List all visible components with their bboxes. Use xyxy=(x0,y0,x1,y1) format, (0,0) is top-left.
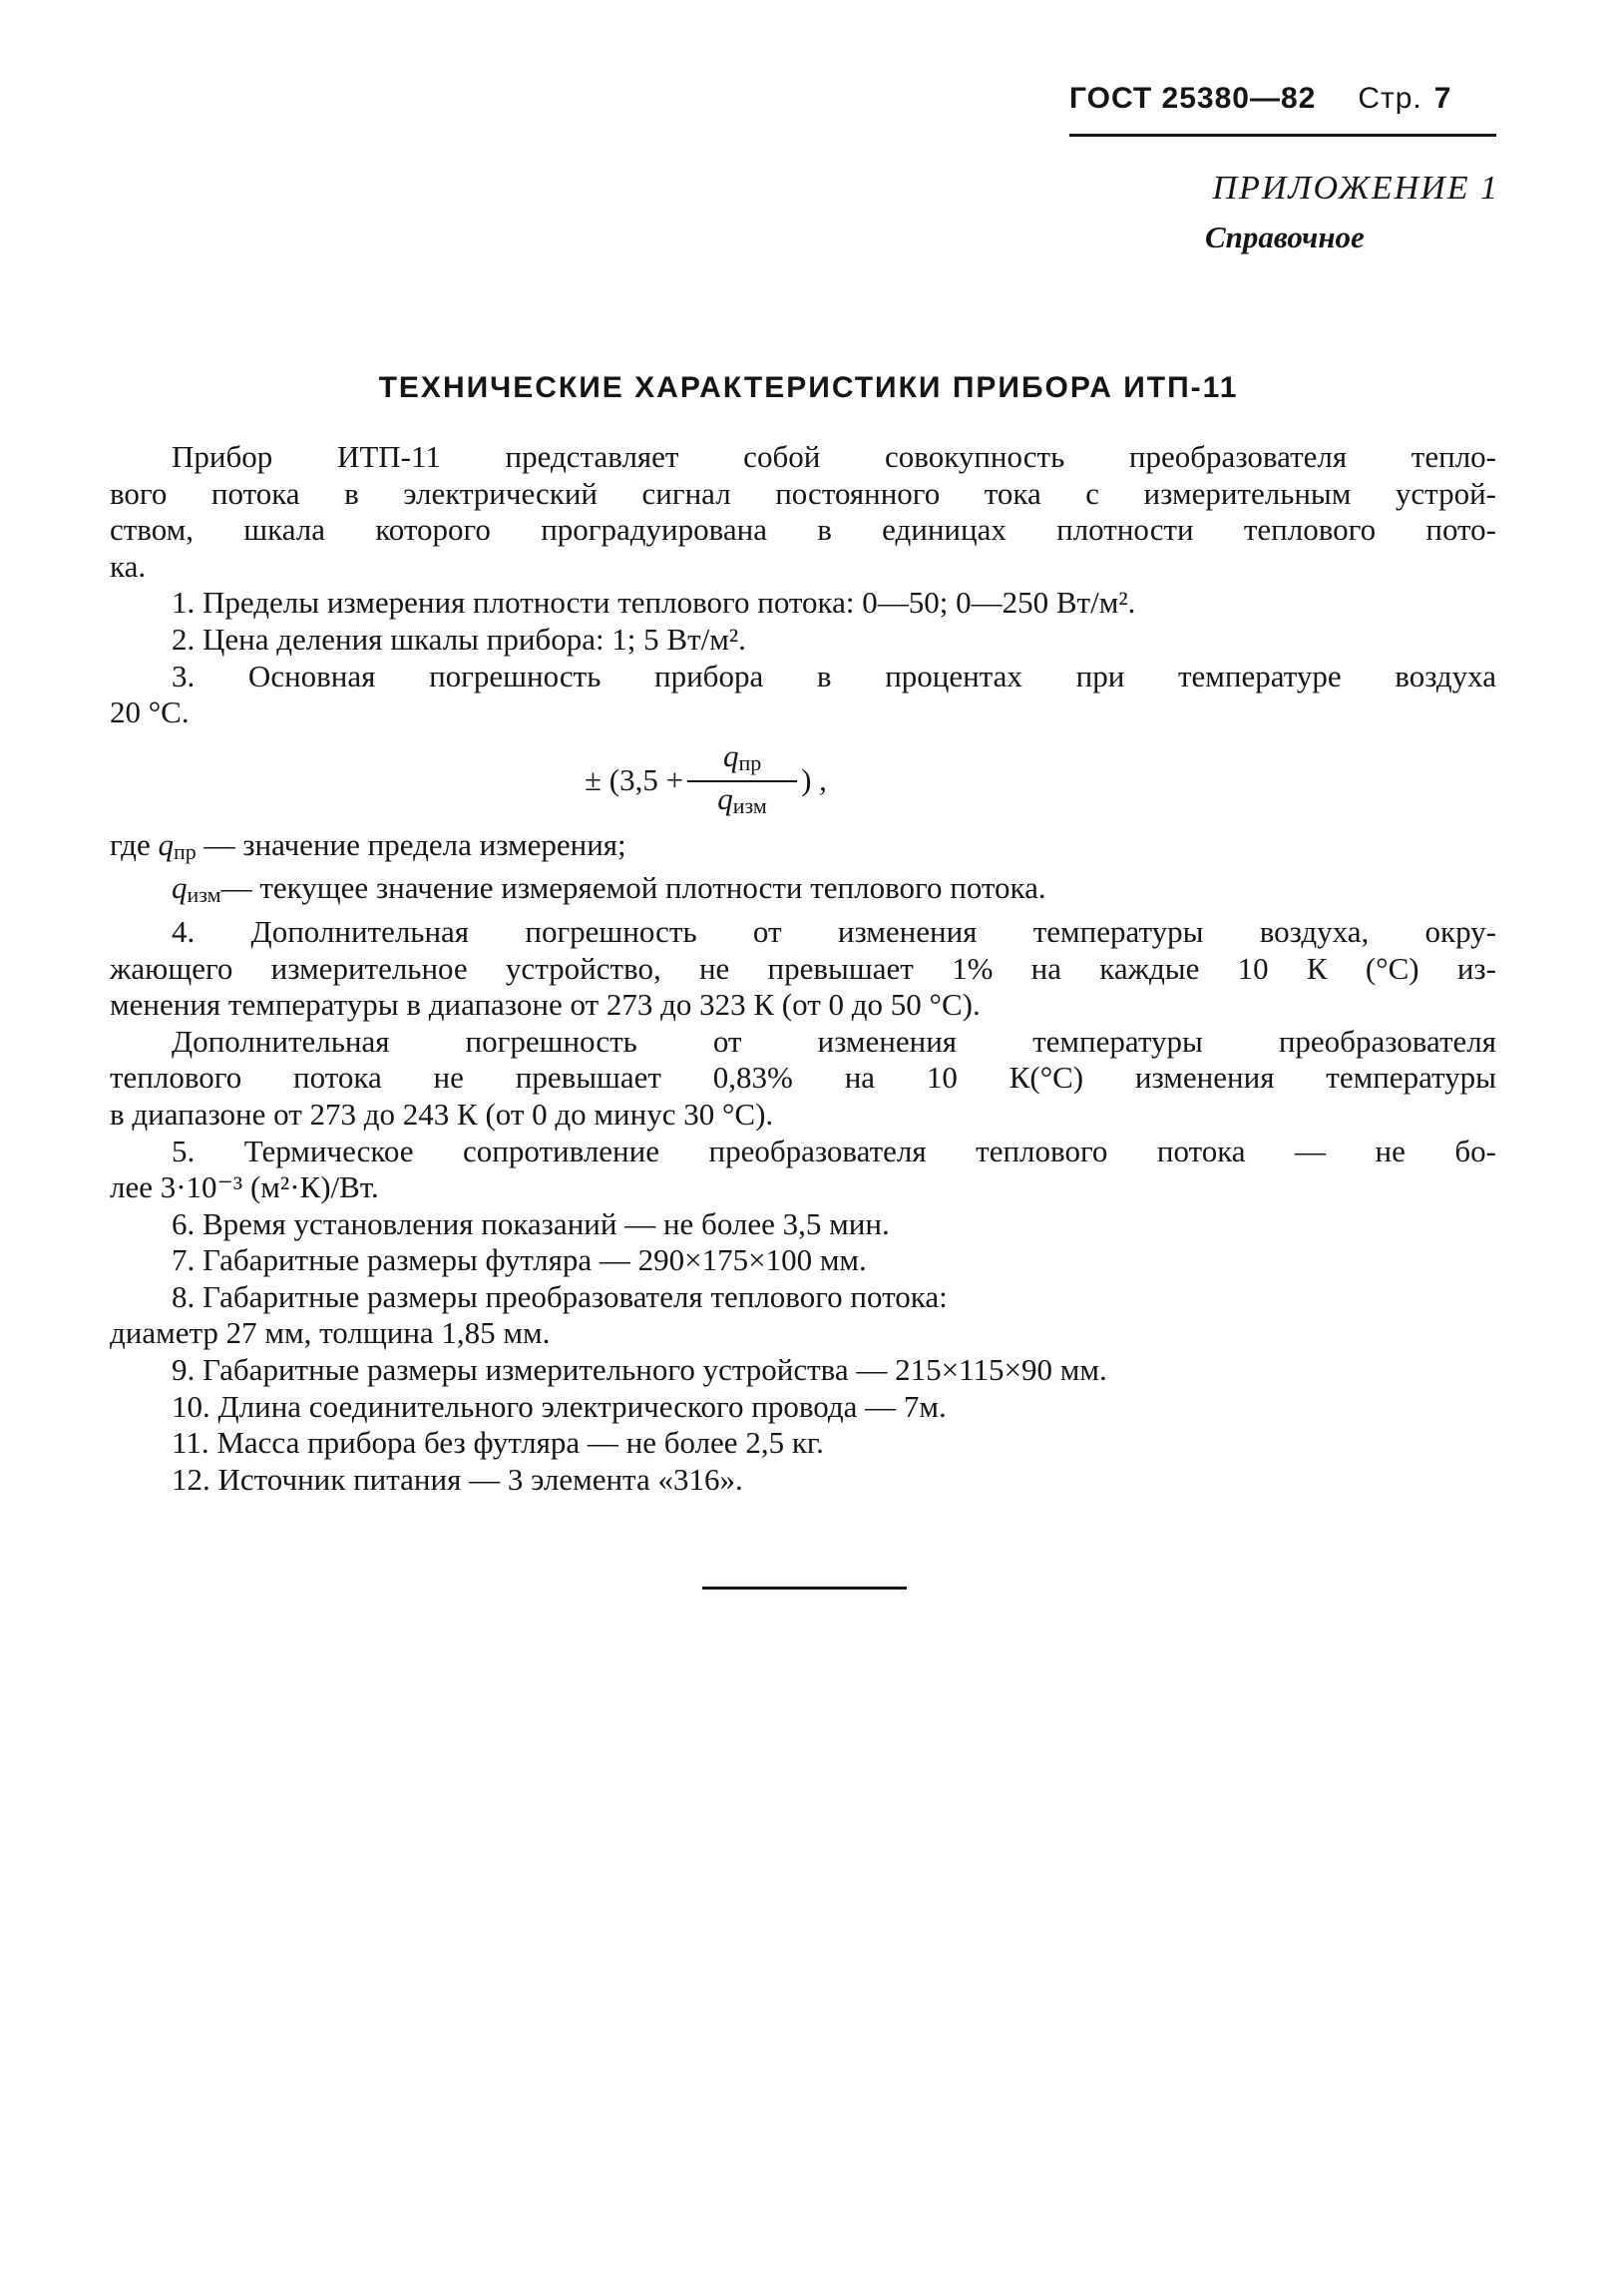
doc-code: ГОСТ 25380—82 xyxy=(1069,82,1317,115)
document-title: ТЕХНИЧЕСКИЕ ХАРАКТЕРИСТИКИ ПРИБОРА ИТП-11 xyxy=(378,371,1239,404)
item-4-line-1: 4. Дополнительная погрешность от изменения температуры воздуха, окру- xyxy=(172,913,1496,949)
where-line-1: где $q_{пр}$ — значение предела измерения; xyxy=(110,826,626,864)
item-4b-line-1: Дополнительная погрешность от изменения температуры преобразователя xyxy=(172,1023,1496,1059)
page-label: Стр. xyxy=(1358,82,1422,115)
item-4b-line-3: в диапазоне от 273 до 243 К (от 0 до минус 30 °С). xyxy=(110,1096,774,1132)
page-number: 7 xyxy=(1433,82,1452,115)
item-8-line-1: 8. Габаритные размеры преобразователя теплового потока: xyxy=(172,1278,948,1314)
item-6: 6. Время установления показаний — не более 3,5 мин. xyxy=(172,1205,890,1241)
item-5-line-2: лее 3·10⁻³ (м²·К)/Вт. xyxy=(110,1169,379,1205)
header-rule xyxy=(1069,134,1496,137)
item-1: 1. Пределы измерения плотности теплового потока: 0—50; 0—250 Вт/м². xyxy=(172,585,1136,621)
item-8-line-2: диаметр 27 мм, толщина 1,85 мм. xyxy=(110,1315,551,1351)
end-rule xyxy=(702,1587,907,1590)
page-number-block xyxy=(1358,82,1451,116)
document-body xyxy=(110,439,1496,1498)
item-3-line-2: 20 °С. xyxy=(110,694,190,730)
item-12: 12. Источник питания — 3 элемента «316». xyxy=(172,1461,743,1497)
formula-denominator: $q_{изм}$ xyxy=(717,780,767,818)
intro-line-4: ка. xyxy=(110,548,147,584)
appendix-label: ПРИЛОЖЕНИЕ 1 xyxy=(1212,170,1499,207)
error-formula xyxy=(110,737,1496,825)
item-4b-line-2: теплового потока не превышает 0,83% на 10 К(°С) изменения температуры xyxy=(110,1060,1496,1096)
formula-suffix: ) , xyxy=(801,762,827,798)
formula-prefix: ± (3,5 + xyxy=(585,762,684,798)
appendix-note: Справочное xyxy=(1205,220,1365,254)
item-5-line-1: 5. Термическое сопротивление преобразователя теплового потока — не бо- xyxy=(172,1133,1496,1168)
item-3-line-1: 3. Основная погрешность прибора в процентах при температуре воздуха xyxy=(172,658,1496,693)
item-10: 10. Длина соединительного электрического провода — 7м. xyxy=(172,1388,947,1424)
item-2: 2. Цена деления шкалы прибора: 1; 5 Вт/м². xyxy=(172,621,746,657)
where-line-2: $q_{изм}—$ текущее значение измеряемой плотности теплового потока. xyxy=(172,870,1046,908)
formula-numerator: $q_{пр}$ xyxy=(722,737,762,775)
intro-line-2: вого потока в электрический сигнал постоянного тока с измерительным устрой- xyxy=(110,475,1496,511)
intro-line-3: ством, шкала которого проградуирована в единицах плотности теплового пото- xyxy=(110,512,1496,548)
item-4-line-2: жающего измерительное устройство, не превышает 1% на каждые 10 К (°С) из- xyxy=(110,950,1496,986)
item-9: 9. Габаритные размеры измерительного устройства — 215×115×90 мм. xyxy=(172,1352,1107,1388)
item-11: 11. Масса прибора без футляра — не более 2,5 кг. xyxy=(172,1425,824,1461)
item-4-line-3: менения температуры в диапазоне от 273 до 323 К (от 0 до 50 °С). xyxy=(110,987,981,1023)
page-header xyxy=(1069,82,1492,116)
intro-line-1: Прибор ИТП-11 представляет собой совокупность преобразователя тепло- xyxy=(172,439,1496,474)
item-7: 7. Габаритные размеры футляра — 290×175×100 мм. xyxy=(172,1242,867,1278)
formula-fraction xyxy=(687,739,797,823)
